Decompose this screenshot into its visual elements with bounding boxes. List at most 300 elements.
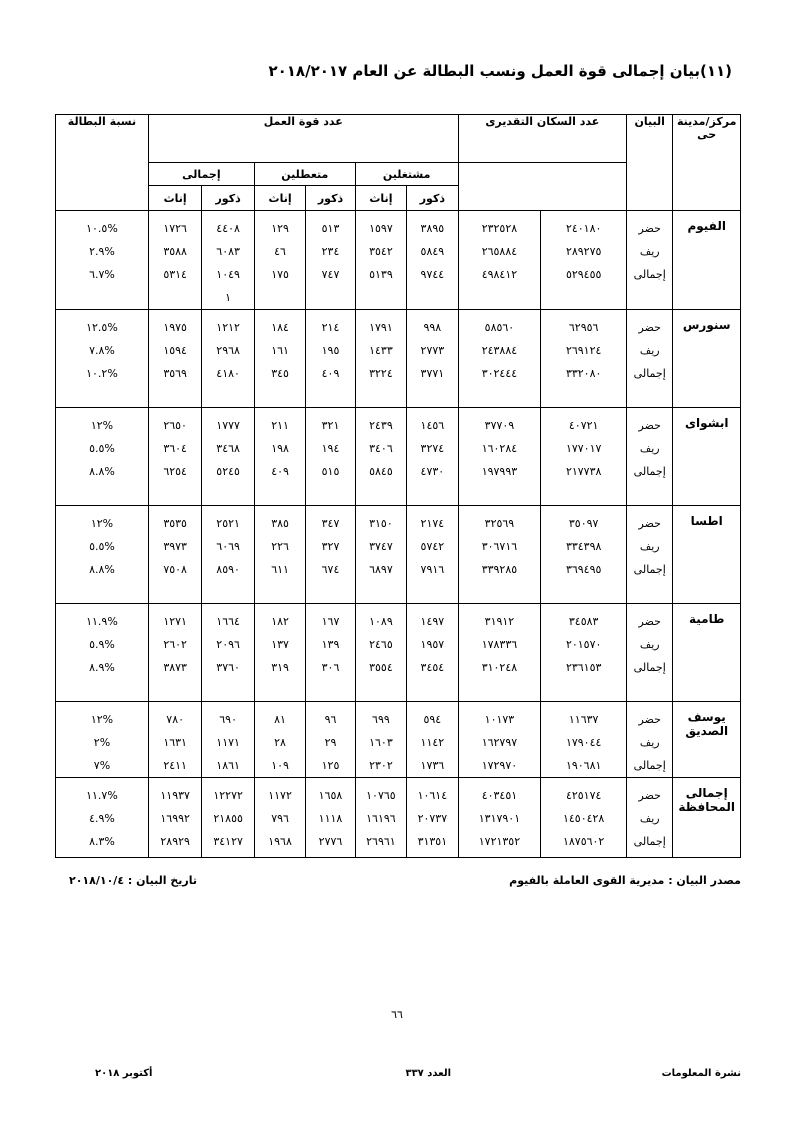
pop-females-value: ١٦٢٧٩٧ [481,736,518,749]
header-emp-females: إناث [355,186,406,211]
tot-males-value: ٨٥٩٠ [216,563,240,576]
unemp-males-value: ٢٧٧٦ [318,835,343,848]
cell-unemp-females [254,310,305,408]
row-label-value: حضر [638,789,661,802]
tot-females-value: ٣٦٠٤ [163,442,187,455]
unemp-males-value: ٦٧٤ [321,563,340,576]
cell-tot-females [148,408,201,506]
pop-males-value: ١٧٧٠١٧ [565,442,602,455]
unemp-males-value: ٣٢١ [321,419,340,432]
emp-males-value: ٩٩٨ [423,321,442,334]
cell-emp-males [407,310,458,408]
row-label-value: إجمالى [633,465,666,478]
pop-males-value: ٣٦٩٤٩٥ [565,563,602,576]
emp-males-value: ٢٠٧٣٧ [417,812,448,825]
header-unemp-females: إناث [254,186,305,211]
rate-value: %٥.٩ [89,638,115,651]
header-population: عدد السكان التقديرى [458,115,626,163]
unemp-females-value: ٨١ [274,713,286,726]
pop-females-value: ٤٩٨٤١٢ [481,268,518,281]
emp-males-value: ٣١٣٥١ [417,835,448,848]
cell-rate [56,778,149,858]
pop-males-value: ٢٠١٥٧٠ [565,638,602,651]
cell-unemp-females [254,408,305,506]
tot-males-value: ٣٤١٢٧ [213,835,243,848]
pop-females-value: ٤٠٣٤٥١ [481,789,518,802]
emp-females-value: ٣٢٢٤ [369,367,393,380]
rate-value: %١٢.٥ [86,321,118,334]
cell-rate [56,310,149,408]
emp-females-value: ٢٦٩٦١ [366,835,396,848]
emp-females-value: ٥١٣٩ [369,268,393,281]
cell-tot-males [202,778,254,858]
tot-males-value: ١ [225,291,232,304]
header-labor-force: عدد قوة العمل [148,115,458,163]
unemp-females-value: ١٩٨ [271,442,289,455]
row-label-value: إجمالى [633,835,666,848]
pop-females-value: ١٣١٧٩٠١ [478,812,521,825]
cell-emp-males [407,211,458,310]
cell-emp-females [355,310,406,408]
pop-males-value: ١١٦٣٧ [568,713,599,726]
tot-females-value: ١٩٧٥ [163,321,187,334]
unemp-males-value: ٣٤٧ [321,517,340,530]
tot-males-value: ١٧٧٧ [216,419,240,432]
header-total: إجمالى [148,163,254,186]
unemp-females-value: ٧٩٦ [271,812,289,825]
emp-females-value: ٣٥٥٤ [369,661,393,674]
row-label-value: حضر [638,419,661,432]
tot-males-value: ٥٢٤٥ [216,465,240,478]
emp-females-value: ٦٩٩ [372,713,390,726]
cell-pop-females [458,778,541,858]
emp-females-value: ١٤٣٣ [369,344,393,357]
unemp-females-value: ٣٤٥ [271,367,289,380]
emp-females-value: ١٧٩١ [369,321,393,334]
cell-rate [56,702,149,778]
pop-males-value: ٢٤٠١٨٠ [565,222,602,235]
region-name: طامية [673,604,741,702]
emp-males-value: ١٤٩٧ [420,615,445,628]
tot-females-value: ٣٩٧٣ [163,540,187,553]
emp-males-value: ٥٧٤٢ [420,540,445,553]
pop-males-value: ١٧٩٠٤٤ [565,736,602,749]
cell-tot-females [148,604,201,702]
tot-females-value: ٣٥٦٩ [163,367,187,380]
cell-emp-females [355,778,406,858]
unemp-females-value: ١٢٩ [271,222,289,235]
row-label-value: حضر [638,517,661,530]
region-name: اطسا [673,506,741,604]
cell-tot-males [202,506,254,604]
tot-females-value: ٣٥٨٨ [163,245,187,258]
pop-males-value: ٢١٧٧٣٨ [565,465,602,478]
emp-males-value: ٥٨٤٩ [420,245,445,258]
tot-males-value: ١٨٦١ [216,759,240,772]
tot-males-value: ٢١٨٥٥ [213,812,243,825]
cell-tot-females [148,778,201,858]
table-row [56,310,741,408]
cell-emp-females [355,408,406,506]
cell-pop-males [541,211,627,310]
tot-males-value: ١١٧١ [216,736,240,749]
unemp-males-value: ٢١٤ [321,321,340,334]
pop-females-value: ٢٤٣٨٨٤ [481,344,518,357]
unemp-males-value: ٩٦ [324,713,337,726]
emp-males-value: ٢٧٧٣ [420,344,445,357]
cell-emp-males [407,702,458,778]
labor-force-table [55,114,741,858]
header-unemp-males: ذكور [306,186,355,211]
rate-value: %١١.٧ [86,789,118,802]
emp-males-value: ٧٩١٦ [420,563,445,576]
header-emp-males: ذكور [407,186,458,211]
tot-males-value: ٣٤٦٨ [216,442,240,455]
pop-males-value: ٦٢٩٥٦ [568,321,599,334]
header-tot-males: ذكور [202,186,254,211]
row-label-value: ريف [639,344,660,357]
rate-value: %١٢ [90,713,114,726]
row-label-value: ريف [639,812,660,825]
table-row [56,211,741,310]
unemp-females-value: ٣١٩ [271,661,289,674]
tot-males-value: ٣٧٦٠ [216,661,240,674]
row-label-value: إجمالى [633,661,666,674]
pop-females-value: ٢٣٢٥٢٨ [481,222,518,235]
region-name: ابشواى [673,408,741,506]
unemp-females-value: ١٦١ [271,344,289,357]
rate-value: %٤.٩ [89,812,115,825]
cell-rate [56,506,149,604]
cell-tot-males [202,702,254,778]
tot-males-value: ٦٩٠ [219,713,237,726]
emp-females-value: ٢٤٦٥ [369,638,393,651]
emp-males-value: ١١٤٢ [420,736,445,749]
tot-females-value: ١٥٩٤ [163,344,187,357]
table-row [56,702,741,778]
tot-females-value: ١٦٣١ [163,736,187,749]
emp-females-value: ٣٧٤٧ [369,540,393,553]
unemp-females-value: ١٧٥ [271,268,289,281]
tot-females-value: ١٢٧١ [163,615,187,628]
pop-males-value: ٤٠٧٢١ [568,419,599,432]
pop-males-value: ٥٢٩٤٥٥ [565,268,602,281]
rate-value: %٧ [93,759,111,772]
row-label-value: إجمالى [633,268,666,281]
rate-value: %٨.٩ [89,661,115,674]
emp-females-value: ١٦١٩٦ [366,812,396,825]
source-text: مصدر البيان : مديرية القوى العاملة بالفيوم [509,874,741,887]
tot-females-value: ٢٦٥٠ [163,419,187,432]
rate-value: %٨.٨ [89,563,115,576]
pop-males-value: ٢٣٦١٥٣ [565,661,602,674]
emp-females-value: ٣٥٤٢ [369,245,393,258]
footer-publication: نشرة المعلومات [661,1068,741,1079]
header-tot-females: إناث [148,186,201,211]
region-name: الفيوم [673,211,741,310]
table-row [56,408,741,506]
cell-tot-females [148,506,201,604]
emp-females-value: ١٠٧٦٥ [366,789,396,802]
cell-emp-males [407,778,458,858]
unemp-females-value: ٢٢٦ [271,540,289,553]
cell-unemp-males [306,408,355,506]
cell-tot-females [148,211,201,310]
unemp-males-value: ٢٩ [324,736,337,749]
tot-females-value: ٥٣١٤ [163,268,187,281]
unemp-males-value: ١٢٥ [321,759,340,772]
rate-value: %٧.٨ [89,344,115,357]
rate-value: %١٢ [90,517,114,530]
pop-females-value: ٣٠٦٧١٦ [481,540,518,553]
emp-males-value: ١٩٥٧ [420,638,445,651]
cell-unemp-males [306,604,355,702]
unemp-males-value: ١٦٥٨ [318,789,343,802]
pop-males-value: ١٤٥٠٤٢٨ [562,812,605,825]
tot-females-value: ٢٦٠٢ [163,638,187,651]
unemp-females-value: ٤٦ [274,245,286,258]
cell-tot-males [202,408,254,506]
unemp-males-value: ٣٢٧ [321,540,340,553]
unemp-females-value: ١٨٤ [271,321,289,334]
emp-females-value: ٢٤٣٩ [369,419,393,432]
pop-males-value: ١٨٧٥٦٠٢ [562,835,605,848]
cell-tot-males [202,211,254,310]
pop-females-value: ١٠١٧٣ [484,713,515,726]
unemp-males-value: ١٦٧ [321,615,340,628]
table-row [56,604,741,702]
cell-pop-males [541,310,627,408]
row-label-value: ريف [639,540,660,553]
unemp-females-value: ٣٨٥ [271,517,289,530]
cell-unemp-males [306,211,355,310]
region-name: إجمالى المحافظة [673,778,741,858]
rate-value: %١٢ [90,419,114,432]
pop-females-value: ٣١٩١٢ [484,615,515,628]
cell-emp-females [355,211,406,310]
unemp-females-value: ١٨٢ [271,615,289,628]
cell-unemp-females [254,604,305,702]
emp-females-value: ٥٨٤٥ [369,465,393,478]
emp-females-value: ٦٨٩٧ [369,563,393,576]
pop-males-value: ٣٣٤٣٩٨ [565,540,602,553]
unemp-males-value: ١٩٤ [321,442,340,455]
emp-males-value: ١٤٥٦ [420,419,445,432]
pop-males-value: ٢٦٩١٢٤ [565,344,602,357]
pop-females-value: ١٦٠٢٨٤ [481,442,518,455]
emp-males-value: ١٠٦١٤ [417,789,448,802]
footer-month: أكتوبر ٢٠١٨ [95,1068,153,1079]
table-row [56,506,741,604]
cell-pop-females [458,310,541,408]
cell-pop-females [458,211,541,310]
row-label-value: إجمالى [633,759,666,772]
rate-value: %٥.٥ [89,442,115,455]
pop-males-value: ١٩٠٦٨١ [565,759,602,772]
unemp-males-value: ١١١٨ [318,812,343,825]
row-label-value: إجمالى [633,367,666,380]
unemp-females-value: ١١٧٢ [268,789,292,802]
tot-males-value: ٢٩٦٨ [216,344,240,357]
pop-males-value: ٤٢٥١٧٤ [565,789,602,802]
emp-males-value: ٣٤٥٤ [420,661,445,674]
unemp-males-value: ٢٣٤ [321,245,340,258]
rate-value: %٢.٩ [89,245,115,258]
footer-issue: العدد ٣٣٧ [405,1068,451,1079]
cell-pop-males [541,702,627,778]
header-unemployed: متعطلين [254,163,355,186]
region-name: سنورس [673,310,741,408]
rate-value: %٢ [93,736,111,749]
rate-value: %١٠.٥ [86,222,118,235]
pop-females-value: ٣٠٢٤٤٤ [481,367,518,380]
unemp-females-value: ١٩٦٨ [268,835,292,848]
cell-tot-males [202,604,254,702]
cell-unemp-females [254,211,305,310]
cell-pop-males [541,506,627,604]
tot-males-value: ٢٥٢١ [216,517,240,530]
region-name: يوسف الصديق [673,702,741,778]
rate-value: %٥.٥ [89,540,115,553]
row-label-value: ريف [639,245,660,258]
pop-females-value: ٥٨٥٦٠ [484,321,515,334]
emp-males-value: ٩٧٤٤ [420,268,445,281]
emp-females-value: ١٥٩٧ [369,222,393,235]
pop-females-value: ١٧٢٩٧٠ [481,759,518,772]
row-label-value: حضر [638,321,661,334]
row-label-value: ريف [639,736,660,749]
cell-pop-females [458,506,541,604]
row-label-value: حضر [638,222,661,235]
unemp-males-value: ٥١٣ [321,222,340,235]
tot-females-value: ٧٨٠ [166,713,185,726]
unemp-females-value: ١٠٩ [271,759,289,772]
tot-males-value: ١٢١٢ [216,321,240,334]
cell-rate [56,604,149,702]
cell-rate [56,408,149,506]
date-text: تاريخ البيان : ٢٠١٨/١٠/٤ [69,874,197,887]
cell-pop-males [541,408,627,506]
emp-females-value: ٣٤٠٦ [369,442,393,455]
emp-females-value: ٣١٥٠ [369,517,393,530]
tot-males-value: ١٢٢٧٢ [213,789,243,802]
cell-tot-females [148,702,201,778]
tot-females-value: ٦٢٥٤ [163,465,187,478]
page-title: (١١)بيان إجمالى قوة العمل ونسب البطالة عن العام ٢٠١٨/٢٠١٧ [268,62,732,80]
pop-females-value: ١٩٧٩٩٣ [481,465,518,478]
emp-males-value: ٣٧٧١ [420,367,445,380]
row-label-value: ريف [639,638,660,651]
tot-males-value: ٤٤٠٨ [216,222,240,235]
tot-females-value: ١١٩٣٧ [160,789,190,802]
row-label-value: حضر [638,713,661,726]
cell-pop-females [458,702,541,778]
emp-females-value: ١٦٠٣ [369,736,393,749]
cell-emp-males [407,604,458,702]
cell-pop-males [541,778,627,858]
unemp-females-value: ٢٨ [274,736,286,749]
pop-females-value: ١٧٨٣٣٦ [481,638,518,651]
rate-value: %٨.٨ [89,465,115,478]
tot-males-value: ٦٠٦٩ [216,540,240,553]
cell-rate [56,211,149,310]
tot-females-value: ٢٨٩٢٩ [160,835,190,848]
emp-females-value: ٢٣٠٢ [369,759,393,772]
unemp-males-value: ٤٠٩ [321,367,340,380]
tot-females-value: ١٦٩٩٢ [160,812,190,825]
rate-value: %١١.٩ [86,615,118,628]
header-markaz: مركز/مدينة حى [673,115,741,211]
cell-unemp-males [306,778,355,858]
cell-unemp-males [306,702,355,778]
unemp-males-value: ٣٠٦ [321,661,340,674]
unemp-females-value: ٢١١ [271,419,289,432]
emp-males-value: ٣٢٧٤ [420,442,445,455]
tot-males-value: ١٠٤٩ [216,268,240,281]
table-row [56,778,741,858]
pop-females-value: ٢٦٥٨٨٤ [481,245,518,258]
cell-emp-females [355,604,406,702]
page-number: ٦٦ [391,1008,403,1021]
tot-males-value: ٤١٨٠ [216,367,240,380]
row-label-value: ريف [639,442,660,455]
pop-females-value: ٣١٠٢٤٨ [481,661,518,674]
cell-unemp-females [254,778,305,858]
cell-unemp-females [254,702,305,778]
cell-pop-females [458,408,541,506]
rate-value: %٦.٧ [89,268,115,281]
emp-males-value: ٢١٧٤ [420,517,445,530]
cell-emp-males [407,408,458,506]
cell-emp-females [355,506,406,604]
tot-females-value: ٣٨٧٣ [163,661,187,674]
emp-males-value: ١٧٣٦ [420,759,445,772]
cell-unemp-males [306,506,355,604]
header-employed: مشتغلين [355,163,458,186]
rate-value: %٨.٣ [89,835,115,848]
pop-females-value: ٣٧٧٠٩ [484,419,515,432]
unemp-males-value: ٧٤٧ [321,268,340,281]
rate-value: %١٠.٢ [86,367,118,380]
row-label-value: إجمالى [633,563,666,576]
row-label-value: حضر [638,615,661,628]
tot-females-value: ٣٥٣٥ [163,517,187,530]
cell-pop-males [541,604,627,702]
emp-males-value: ٣٨٩٥ [420,222,445,235]
unemp-females-value: ٤٠٩ [271,465,289,478]
cell-tot-males [202,310,254,408]
pop-females-value: ٣٢٥٦٩ [484,517,515,530]
tot-females-value: ٧٥٠٨ [163,563,187,576]
header-bayan: البيان [627,115,673,211]
tot-females-value: ١٧٢٦ [163,222,187,235]
cell-tot-females [148,310,201,408]
pop-males-value: ٣٤٥٨٣ [568,615,599,628]
cell-emp-females [355,702,406,778]
emp-females-value: ١٠٨٩ [369,615,393,628]
cell-emp-males [407,506,458,604]
cell-unemp-females [254,506,305,604]
header-unemployment-rate: نسبة البطالة [56,115,149,211]
unemp-females-value: ١٣٧ [271,638,289,651]
cell-unemp-males [306,310,355,408]
pop-females-value: ٣٣٩٢٨٥ [481,563,518,576]
unemp-males-value: ٥١٥ [321,465,340,478]
unemp-females-value: ٦١١ [271,563,289,576]
tot-females-value: ٢٤١١ [163,759,187,772]
pop-males-value: ٣٥٠٩٧ [568,517,599,530]
unemp-males-value: ١٣٩ [321,638,340,651]
